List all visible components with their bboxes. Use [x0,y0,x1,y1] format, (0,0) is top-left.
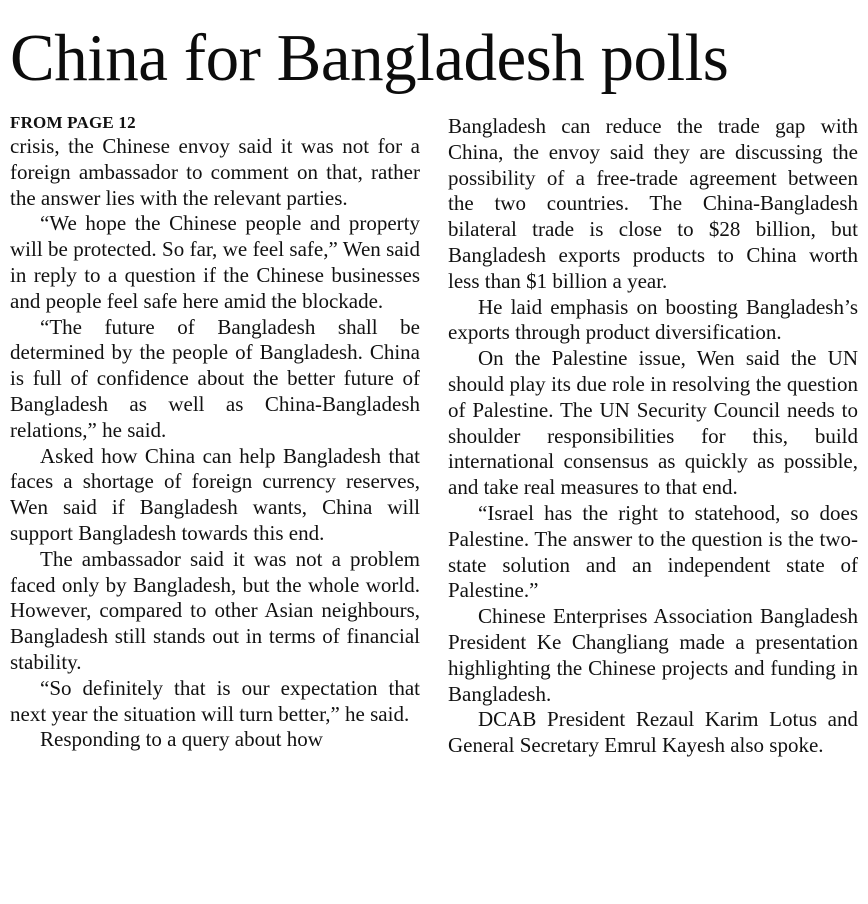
article-column-left [10,112,420,753]
paragraph: Chinese Enterprises Association Bangladesh President Ke Changliang made a presentation highlighting the Chinese projects and funding in Bangladesh. [448,604,858,706]
paragraph: “We hope the Chinese people and property will be protected. So far, we feel safe,” Wen said in reply to a question if the Chinese businesses and people feel safe here amid the blockade. [10,211,420,313]
paragraph: The ambassador said it was not a problem faced only by Bangladesh, but the whole world. However, compared to other Asian neighbours, Bangladesh still stands out in terms of financial stability. [10,546,420,674]
paragraph: Asked how China can help Bangladesh that faces a shortage of foreign currency reserves, Wen said if Bangladesh wants, China will support Bangladesh towards this end. [10,443,420,545]
paragraph: Bangladesh can reduce the trade gap with China, the envoy said they are discussing the possibility of a free-trade agreement between the two countries. The China-Bangladesh bilateral trade is close to $28 billion, but Bangladesh exports products to China worth less than $1 billion a year. [448,114,858,293]
article-column-right [448,114,858,759]
paragraph: On the Palestine issue, Wen said the UN should play its due role in resolving the question of Palestine. The UN Security Council needs to shoulder responsibilities for this, build international consensus as quickly as possible, and take real measures to that end. [448,346,858,500]
kicker: FROM PAGE 12 [10,113,136,132]
paragraph: “So definitely that is our expectation that next year the situation will turn better,” he said. [10,675,420,726]
paragraph: Responding to a query about how [40,727,323,752]
paragraph: He laid emphasis on boosting Bangladesh’s exports through product diversification. [448,294,858,345]
paragraph: crisis, the Chinese envoy said it was not for a foreign ambassador to comment on that, rather the answer lies with the relevant parties. [10,134,420,210]
paragraph: “Israel has the right to statehood, so does Palestine. The answer to the question is the two-state solution and an independent state of Palestine.” [448,500,858,603]
paragraph: “The future of Bangladesh shall be determined by the people of Bangladesh. China is full of confidence about the better future of Bangladesh as well as China-Bangladesh relations,” he said. [10,314,420,442]
headline: China for Bangladesh polls [10,21,729,95]
paragraph: DCAB President Rezaul Karim Lotus and General Secretary Emrul Kayesh also spoke. [448,707,858,758]
